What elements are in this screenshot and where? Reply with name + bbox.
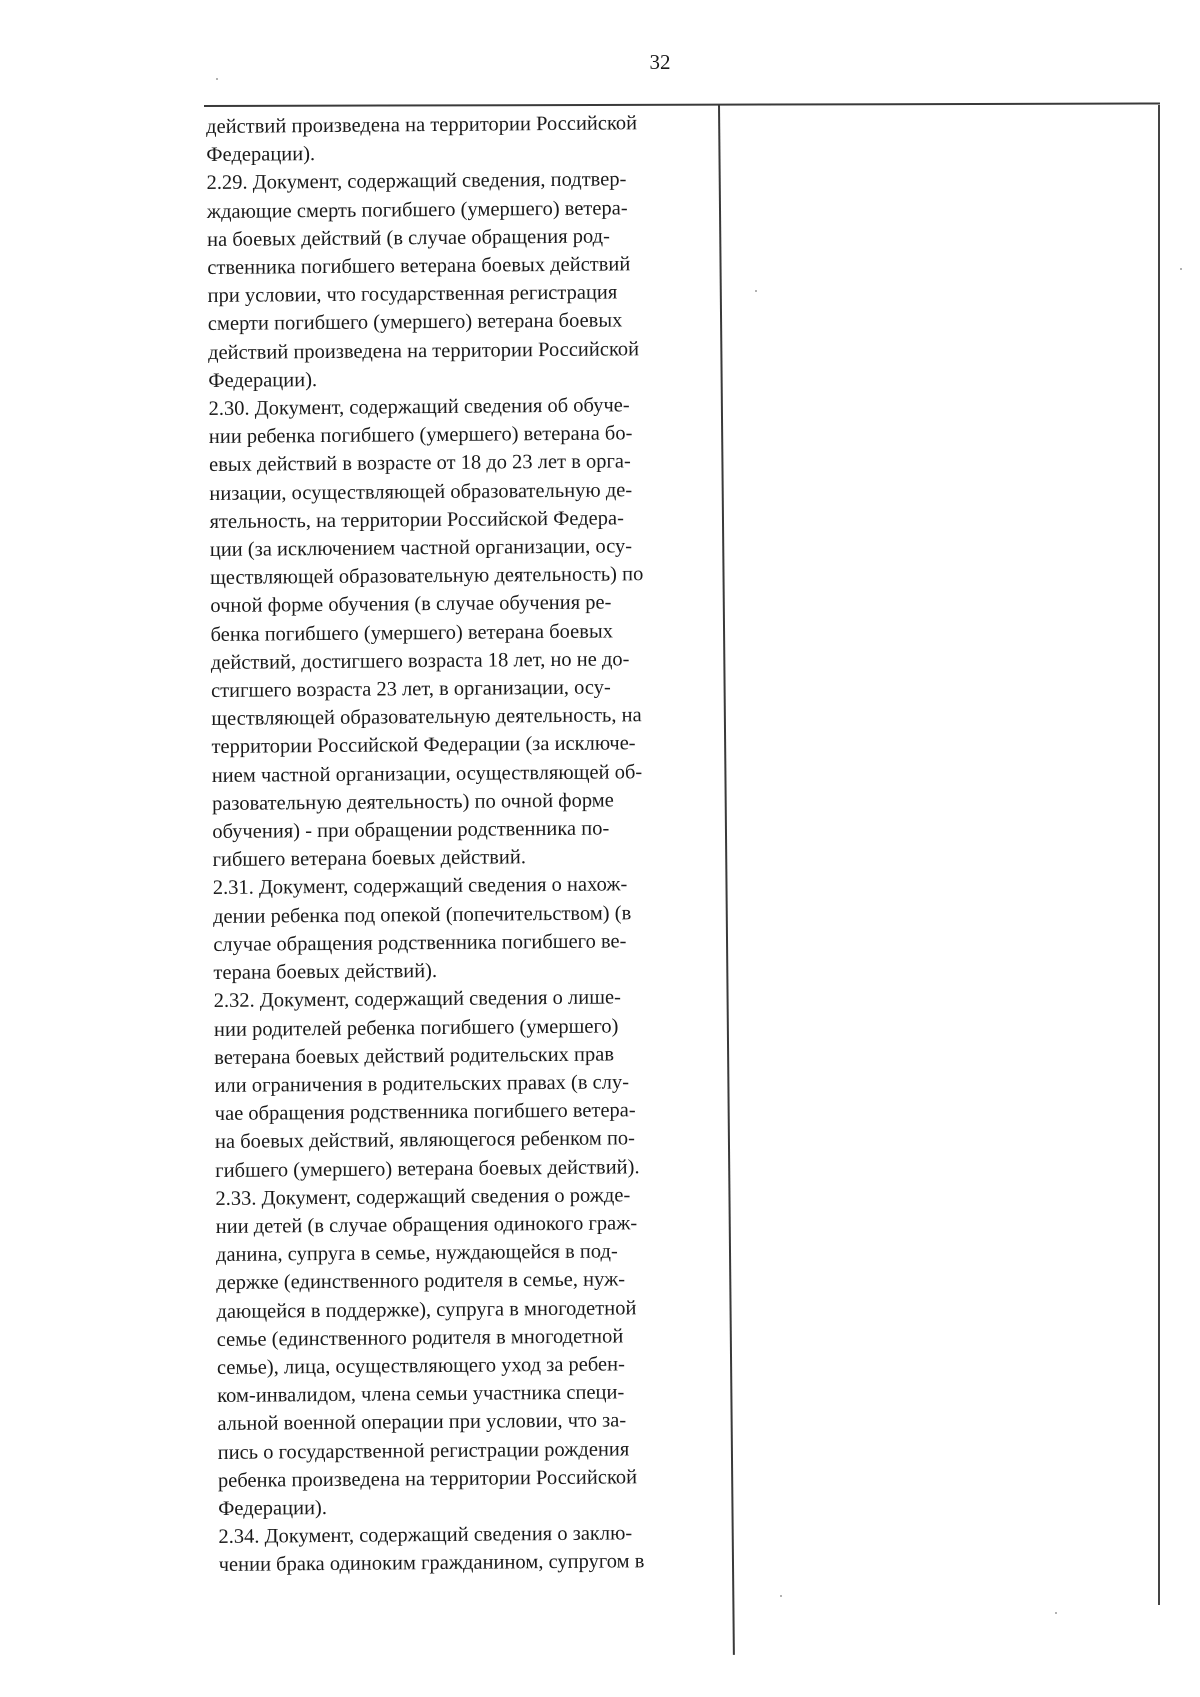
text-line: ществляющей образовательную деятельность) по: [209, 563, 644, 590]
text-line: Федерации).: [206, 143, 316, 167]
text-paragraph: [214, 983, 736, 1185]
text-line: дающейся в поддержке), супруга в многодетной: [216, 1296, 637, 1323]
document-table: [204, 105, 1160, 1655]
text-line: низации, осуществляющей образовательную де-: [209, 478, 633, 505]
text-line: обучения) - при обращении родственника по-: [212, 817, 610, 844]
text-paragraph: [206, 165, 728, 395]
text-paragraph: [213, 870, 734, 987]
text-line: держке (единственного родителя в семье, нуж-: [216, 1268, 626, 1295]
text-line: ции (за исключением частной организации, осу-: [209, 535, 633, 562]
scan-speck: [1180, 268, 1182, 270]
text-line: 2.30. Документ, содержащий сведения об обуче-: [208, 394, 630, 421]
table-top-border: [204, 102, 1160, 107]
text-line: действий произведена на территории Российской: [206, 112, 638, 138]
text-line: чении брака одиноким гражданином, супругом в: [218, 1550, 645, 1577]
text-line: нием частной организации, осуществляющей об-: [211, 760, 643, 787]
text-line: альной военной операции при условии, что за-: [217, 1409, 627, 1436]
text-line: очной форме обучения (в случае обучения ре-: [210, 591, 612, 618]
text-line: 2.32. Документ, содержащий сведения о лише-: [213, 986, 622, 1013]
text-line: стигшего возраста 23 лет, в организации, осу-: [210, 676, 611, 703]
left-column-text: [206, 108, 739, 1579]
text-line: терана боевых действий).: [213, 960, 438, 985]
text-line: Федерации).: [218, 1496, 328, 1520]
text-line: гибшего (умершего) ветерана боевых действий).: [215, 1155, 640, 1182]
text-paragraph: [206, 108, 726, 169]
text-line: смерти погибшего (умершего) ветерана боевых: [207, 309, 623, 336]
text-line: на боевых действий, являющегося ребенком по-: [214, 1127, 636, 1154]
text-line: ственника погибшего ветерана боевых действий: [207, 253, 631, 280]
table-right-border: [1158, 105, 1160, 1605]
text-paragraph: [215, 1180, 738, 1523]
text-line: действий, достигшего возраста 18 лет, но не до-: [210, 648, 630, 674]
text-line: евых действий в возрасте от 18 до 23 лет в орга-: [208, 450, 631, 477]
text-line: нии детей (в случае обращения одинокого граж-: [215, 1212, 638, 1238]
text-line: бенка погибшего (умершего) ветерана боевых: [210, 620, 614, 646]
text-line: или ограничения в родительских правах (в слу-: [214, 1071, 630, 1097]
text-paragraph: [218, 1519, 738, 1580]
text-line: территории Российской Федерации (за исключе-: [211, 732, 636, 759]
text-line: семье), лица, осуществляющего уход за ребен-: [216, 1353, 626, 1379]
text-line: ветерана боевых действий родительских прав: [214, 1043, 615, 1069]
text-line: нии ребенка погибшего (умершего) ветерана бо-: [208, 422, 633, 449]
text-line: при условии, что государственная регистрация: [207, 281, 618, 308]
text-line: ществляющей образовательную деятельность, на: [211, 704, 642, 731]
text-line: 2.33. Документ, содержащий сведения о рожде-: [215, 1184, 631, 1210]
text-line: действий произведена на территории Российской: [207, 337, 640, 364]
text-line: пись о государственной регистрации рождения: [217, 1437, 630, 1464]
scan-speck: [1055, 1612, 1057, 1614]
page-number: 32: [649, 50, 671, 74]
text-line: чае обращения родственника погибшего ветера-: [214, 1099, 636, 1126]
text-line: на боевых действий (в случае обращения род-: [207, 225, 610, 251]
scan-speck: [780, 1595, 782, 1597]
text-line: 2.29. Документ, содержащий сведения, подтвер-: [206, 168, 627, 195]
text-line: гибшего ветерана боевых действий.: [212, 846, 526, 872]
text-line: Федерации).: [208, 368, 318, 392]
text-line: 2.34. Документ, содержащий сведения о заклю-: [218, 1522, 633, 1549]
text-line: 2.31. Документ, содержащий сведения о нахож-: [212, 873, 628, 900]
text-line: данина, супруга в семье, нуждающейся в под-: [215, 1240, 618, 1267]
text-line: дении ребенка под опекой (попечительством) (в: [212, 902, 632, 928]
text-line: нии родителей ребенка погибшего (умершего): [213, 1014, 619, 1041]
text-line: семье (единственного родителя в многодетной: [216, 1325, 624, 1351]
text-line: ребенка произведена на территории Российской: [217, 1466, 638, 1492]
text-line: ятельность, на территории Российской Федера-: [209, 507, 624, 533]
text-line: ком-инвалидом, члена семьи участника специ-: [217, 1381, 625, 1408]
scan-speck: [755, 290, 757, 292]
text-line: разовательную деятельность) по очной форме: [211, 789, 614, 815]
scan-speck: [216, 78, 218, 80]
text-line: ждающие смерть погибшего (умершего) ветера-: [206, 196, 628, 223]
text-paragraph: [208, 390, 732, 874]
text-line: случае обращения родственника погибшего ве-: [213, 930, 627, 956]
